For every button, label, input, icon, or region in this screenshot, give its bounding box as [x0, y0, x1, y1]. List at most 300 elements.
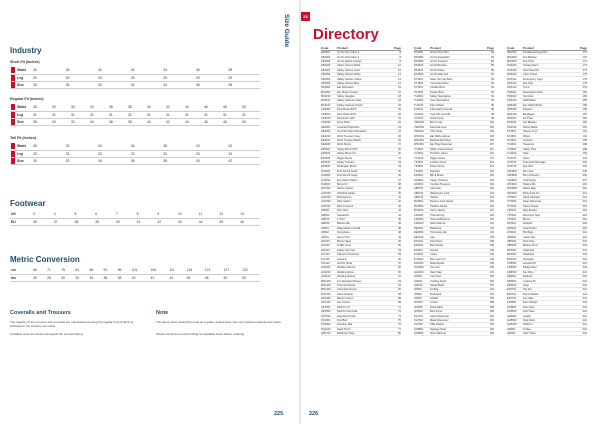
directory-code: LM3801: [414, 327, 424, 331]
directory-code: YZ2502: [414, 165, 424, 169]
directory-page: 224: [582, 270, 587, 274]
directory-code: AB2710: [414, 196, 424, 200]
directory-product: Hi-Vis Parka: [430, 68, 445, 72]
directory-code: UV2110: [414, 117, 424, 121]
directory-page: 64: [398, 283, 401, 287]
industry-group-1-swatch: [11, 75, 15, 81]
directory-page: 220: [582, 222, 587, 226]
industry-group-2-cell: 48: [222, 118, 241, 125]
directory-product: Work Shorts: [337, 143, 352, 147]
directory-page: 73: [398, 314, 401, 318]
directory-page: 42: [398, 200, 401, 204]
directory-product: Rigger Glove: [430, 156, 446, 160]
industry-group-1-cell: 36: [195, 67, 228, 74]
directory-page: 224: [582, 292, 587, 296]
industry-group-3-cell: 33: [32, 150, 65, 157]
industry-group-1-cell: 28: [65, 81, 98, 88]
directory-product: Alarm Panel: [523, 73, 538, 77]
directory-code: AB5301: [507, 235, 517, 239]
directory-product: Insoles: [430, 248, 439, 252]
industry-group-1-cell: 32: [130, 81, 163, 88]
directory-page: 8: [399, 59, 401, 63]
directory-code: EF3110: [414, 248, 423, 252]
directory-product: Dust Mask FFP3: [337, 112, 357, 116]
directory-product: Ear Muffs Helmet: [430, 134, 450, 138]
directory-code: PQ4202: [507, 95, 517, 99]
directory-code: ZA2601: [414, 174, 424, 178]
directory-product: Beanie Hat: [337, 222, 350, 226]
directory-page: 60: [398, 270, 401, 274]
directory-product: Hood Cover: [430, 117, 444, 121]
industry-group-2-row: [10, 104, 260, 111]
directory-page: 150: [489, 279, 494, 283]
directory-page: 20: [398, 108, 401, 112]
directory-page: 219: [582, 218, 587, 222]
industry-group-1-row-label: [10, 67, 32, 74]
directory-page: 72: [398, 310, 401, 314]
industry-group-2-cell: 40: [146, 104, 165, 111]
industry-group-3-cell: 36: [130, 143, 163, 150]
directory-product: Burn Gel: [523, 169, 534, 173]
directory-page: 190: [582, 117, 587, 121]
directory-code: BC2810: [414, 209, 424, 213]
industry-group-1-cell: 26: [32, 81, 65, 88]
directory-code: WX2302: [414, 139, 424, 142]
directory-code: XY5010: [507, 204, 517, 208]
directory-page: 106: [489, 134, 494, 138]
directory-product: Mask Dispenser: [430, 319, 449, 323]
coveralls-text-2: Available sizes are shown alongside the product listing.: [10, 332, 84, 336]
directory-page: 33: [398, 165, 401, 169]
directory-page: 60: [398, 266, 401, 270]
directory-page: 224: [582, 314, 587, 318]
directory-product: Safety Spectacles: [430, 95, 451, 99]
directory-product: Cooling Towel: [430, 279, 447, 283]
directory-code: ZA2610: [414, 182, 424, 186]
directory-page: 210: [582, 187, 587, 191]
directory-page: 16: [398, 86, 401, 90]
metric-label-text: Ins: [11, 275, 16, 280]
directory-product: Hi-Vis Jacket Orange: [337, 59, 362, 63]
directory-code: AB1021: [321, 68, 331, 72]
directory-code: IJ9002: [321, 231, 329, 235]
directory-code: AB1052: [321, 81, 331, 85]
directory-product: Safety Gloves Nitrile: [337, 64, 361, 68]
directory-code: ST4501: [507, 130, 517, 134]
directory-page: 146: [489, 261, 494, 265]
industry-group-3-row: [10, 157, 260, 164]
directory-page: 18: [398, 95, 401, 99]
footwear-table: [10, 211, 260, 226]
directory-code: TU4602: [507, 147, 517, 151]
directory-product: Bandages: [523, 112, 535, 116]
directory-page: 56: [398, 257, 401, 261]
directory-product: Rain Trousers: [337, 204, 354, 208]
directory-product: Step Stool: [523, 319, 535, 323]
directory-code: QR1701: [321, 332, 331, 336]
directory-page: 22: [398, 121, 401, 125]
directory-product: Dust Mask FFP2: [337, 108, 357, 112]
directory-product: Kit Bag: [430, 288, 439, 292]
industry-group-1-cell: 29: [97, 74, 130, 81]
directory-page: 72: [398, 305, 401, 309]
directory-code: CD5502: [507, 266, 517, 270]
directory-product: Triangular Bandage: [523, 160, 546, 164]
directory-product: Tape: [523, 152, 529, 156]
directory-page: 94: [491, 95, 494, 99]
directory-page: 36: [398, 174, 401, 178]
industry-group-3-cell: 33: [97, 150, 130, 157]
directory-page: 224: [582, 275, 587, 279]
directory-code: EF5001: [321, 147, 331, 151]
directory-code: AB2702: [414, 191, 424, 195]
directory-product: Soap Dispenser: [523, 200, 542, 204]
directory-code: TU4610: [507, 152, 517, 156]
directory-code: HI8002: [321, 213, 330, 217]
directory-product: Bodywarmer: [337, 196, 352, 200]
directory-code: ZA2602: [414, 178, 424, 182]
directory-page: 207: [582, 178, 587, 182]
directory-page: 211: [582, 191, 587, 195]
directory-page: 223: [582, 244, 587, 248]
directory-page: 86: [491, 64, 494, 68]
industry-group-1-cell: 29: [130, 74, 163, 81]
directory-page: 32: [398, 160, 401, 164]
directory-product: Cap: [430, 235, 435, 239]
directory-page: 171: [582, 59, 587, 63]
directory-code: EF5702: [507, 292, 517, 296]
industry-group-2-cell: 36: [108, 118, 127, 125]
directory-code: FG6020: [321, 182, 331, 186]
directory-page: 194: [582, 134, 587, 138]
directory-product: Paper Towels: [523, 204, 539, 208]
directory-page: 191: [582, 125, 587, 129]
metric-cell: 32: [74, 274, 88, 281]
directory-code: UV2101: [414, 108, 424, 112]
directory-product: Steel Toe Cap Boot: [430, 77, 453, 81]
directory-product: Chukka Boot: [430, 86, 445, 90]
directory-page: 24: [398, 130, 401, 134]
directory-page: 134: [489, 226, 494, 230]
directory-product: Wipes: [523, 134, 531, 138]
directory-code: UV4702: [507, 160, 517, 164]
directory-page: 150: [489, 275, 494, 279]
directory-product: Balaclava: [430, 226, 442, 230]
directory-code: VW4810: [507, 178, 517, 182]
directory-product: Work Trousers Black: [337, 139, 361, 142]
directory-product: Reflective Tape: [337, 332, 355, 336]
directory-code: KL3702: [414, 319, 423, 323]
directory-page: 202: [582, 160, 587, 164]
directory-product: Safety Helmet White: [337, 73, 361, 77]
directory-product: Safety Pins: [523, 147, 537, 151]
directory-code: GH7021: [321, 204, 331, 208]
directory-page: 182: [582, 90, 587, 94]
industry-group-3-row-label: [10, 157, 32, 164]
metric-cell: 66: [32, 267, 46, 274]
industry-group-2-cell: 32: [70, 118, 89, 125]
footwear-title: Footwear: [10, 199, 46, 208]
metric-cell: 28: [46, 274, 60, 281]
directory-code: AB1050: [321, 73, 331, 77]
directory-page: 85: [491, 59, 494, 63]
industry-group-1-cell: 29: [195, 74, 228, 81]
industry-group-2-cell: 31: [241, 111, 260, 118]
directory-product: Boot Dryer: [430, 310, 443, 314]
industry-group-2-cell: 28: [32, 104, 51, 111]
industry-group-3-cell: 40: [195, 157, 228, 164]
directory-code: MN3902: [507, 55, 517, 59]
directory-page: 163: [489, 323, 494, 327]
directory-product: Smoke Alarm: [523, 64, 539, 68]
industry-group-2-swatch: [11, 119, 15, 125]
directory-row: [507, 332, 587, 336]
directory-page: 18: [398, 99, 401, 103]
directory-page: 26: [398, 134, 401, 138]
industry-group-2-cell: 50: [241, 118, 260, 125]
metric-cell: 34: [88, 274, 102, 281]
directory-page: 218: [582, 213, 587, 217]
directory-code: HI8010: [321, 218, 330, 222]
directory-page: 190: [582, 121, 587, 125]
directory-product: Marker Pens: [523, 244, 538, 248]
directory-product: Boot Socks: [430, 244, 444, 248]
directory-code: OP1510: [321, 314, 331, 318]
directory-product: Safety Trainers: [337, 160, 355, 164]
directory-page: 135: [489, 235, 494, 239]
directory-product: Thinsulate Hat: [430, 231, 447, 235]
industry-group-1-row-label: [10, 74, 32, 81]
directory-product: Safety Goggles: [337, 95, 355, 99]
directory-page: 48: [398, 231, 401, 235]
directory-product: Sun Cream: [337, 301, 351, 305]
directory-code: AB1051: [321, 77, 331, 81]
directory-code: OP4101: [507, 77, 517, 81]
metric-label-text: cm: [11, 268, 16, 273]
directory-code: LM1210: [321, 275, 331, 279]
directory-product: Fire Blanket: [523, 55, 537, 59]
metric-cell: 44: [168, 274, 185, 281]
directory-page: 20: [398, 112, 401, 116]
directory-page: 126: [489, 204, 494, 208]
directory-page: 42: [398, 204, 401, 208]
directory-page: 77: [398, 327, 401, 331]
directory-product: Burn Dressing: [523, 174, 540, 178]
metric-row-label: [10, 267, 32, 274]
directory-code: KL1102: [321, 257, 330, 261]
metric-cell: 132: [241, 267, 260, 274]
directory-product: Lanyard ID: [523, 261, 536, 265]
directory-code: DE5602: [507, 279, 517, 283]
directory-page: 30: [398, 147, 401, 151]
directory-product: Hi-Vis Vest Class 2: [337, 51, 360, 55]
directory-code: ST4510: [507, 139, 517, 142]
directory-page: 41: [398, 196, 401, 200]
directory-product: Clipboard: [523, 248, 535, 252]
industry-group-3-row-label: [10, 143, 32, 150]
directory-page: 138: [489, 244, 494, 248]
directory-page: 170: [582, 51, 587, 55]
industry-group-2-cell: 31: [127, 111, 146, 118]
metric-cell: 101: [131, 267, 150, 274]
industry-group-2-swatch: [11, 112, 15, 118]
directory-product: Overshoes: [337, 231, 350, 235]
directory-product: Fall Arrest Harness: [337, 253, 360, 257]
directory-code: FG5810: [507, 310, 517, 314]
industry-group-3-swatch: [11, 151, 15, 157]
directory-product: Ear Plugs Corded: [337, 90, 358, 94]
directory-code: XY5001: [507, 196, 517, 200]
directory-code: ZA5210: [507, 231, 517, 235]
directory-page: 162: [489, 319, 494, 323]
directory-product: Sun Hat: [430, 266, 440, 270]
industry-group-2-cell: 44: [184, 104, 203, 111]
directory-page: 224: [582, 332, 587, 336]
directory-product: Exit Sign: [523, 81, 534, 85]
directory-page: 159: [489, 310, 494, 314]
directory-page: 16: [398, 90, 401, 94]
directory-product: Sharps Bin: [523, 182, 536, 186]
directory-code: XY2401: [414, 147, 424, 151]
directory-page: 224: [582, 297, 587, 301]
directory-code: HI3401: [414, 275, 423, 279]
directory-page: 84: [491, 51, 494, 55]
directory-product: Chemsafe Coverall: [430, 108, 453, 112]
directory-code: PQ1610: [321, 327, 331, 331]
directory-page: 214: [582, 196, 587, 200]
metric-row-label: [10, 274, 32, 281]
directory-page: 107: [489, 143, 494, 147]
directory-product: Warehouse Coat: [430, 191, 450, 195]
directory-product: Hi-Vis Trousers: [430, 59, 448, 63]
directory-page: 38: [398, 182, 401, 186]
directory-page: 224: [582, 305, 587, 309]
directory-product: Safety Glasses Tinted: [337, 103, 363, 107]
directory-code: GH5910: [507, 323, 517, 327]
directory-product: Hand Sanitiser: [523, 196, 541, 200]
metric-cell: 71: [46, 267, 60, 274]
industry-group-2-row: [10, 118, 260, 125]
header-page: Page: [487, 45, 494, 50]
directory-code: QR4302: [507, 108, 517, 112]
directory-column-2: [414, 45, 494, 336]
header-code: Code: [507, 45, 515, 50]
industry-group-2-cell: 46: [203, 118, 222, 125]
footwear-cell: 42: [156, 218, 177, 225]
directory-product: Safety Boots S3: [337, 152, 356, 156]
directory-page: 158: [489, 301, 494, 305]
directory-code: BC2011: [321, 99, 331, 103]
directory-page: 118: [489, 174, 494, 178]
directory-product: Cold Spray: [523, 178, 536, 182]
directory-product: Kick Plate: [523, 310, 535, 314]
note-text-1: The above sizes should be used as a guide. Actual sizes may vary between brands and styles.: [156, 320, 282, 324]
directory-code: RS1802: [414, 55, 424, 59]
directory-code: ZA5201: [507, 222, 517, 226]
directory-product: Cable Ties: [523, 235, 536, 239]
header-product: Product: [337, 45, 348, 50]
directory-page: 37: [398, 178, 401, 182]
directory-page: 224: [582, 319, 587, 323]
directory-product: Bump Cap: [430, 121, 443, 125]
metric-cell: 121: [204, 267, 223, 274]
industry-group-2-cell: 38: [127, 104, 146, 111]
directory-code: MN1310: [321, 288, 331, 292]
directory-product: Polo Shirt: [337, 209, 349, 213]
metric-cell: 50: [222, 274, 241, 281]
directory-product: Coverall Polycotton: [337, 125, 360, 129]
directory-code: OP4102: [507, 81, 517, 85]
directory-page: 14: [398, 77, 401, 81]
directory-code: DE4010: [321, 134, 331, 138]
industry-group-3-label-text: Size: [17, 158, 24, 163]
directory-code: AB5302: [507, 239, 517, 243]
directory-code: LM3802: [414, 332, 424, 336]
directory-code: RS4410: [507, 125, 517, 129]
directory-product: Hi-Vis Vest Class 3: [337, 55, 360, 59]
directory-product: Anchor Strap: [337, 261, 353, 265]
industry-group-2-cell: 30: [51, 118, 70, 125]
directory-page: 76: [398, 319, 401, 323]
directory-page: 187: [582, 112, 587, 116]
directory-code: GH7010: [321, 196, 331, 200]
directory-code: DE3010: [414, 235, 424, 239]
directory-page: 14: [398, 73, 401, 77]
footwear-cell: 36: [32, 218, 53, 225]
directory-code: PQ4210: [507, 99, 517, 103]
directory-page: 158: [489, 305, 494, 309]
directory-product: Duct Tape: [523, 239, 535, 243]
industry-group-1-cell: 28: [65, 67, 98, 74]
directory-page: 154: [489, 292, 494, 296]
directory-page: 198: [582, 143, 587, 147]
note-text-2: Please check the product listing for available sizes before ordering.: [156, 332, 245, 336]
directory-product: Laces: [430, 253, 437, 257]
directory-page: 61: [398, 275, 401, 279]
directory-code: RS1810: [414, 64, 424, 68]
directory-code: EF5020: [321, 165, 331, 169]
directory-page: 114: [489, 165, 494, 169]
directory-page: 27: [398, 143, 401, 147]
directory-page: 224: [582, 257, 587, 261]
directory-page: 110: [489, 147, 494, 151]
directory-product: First Aid Kit Small: [337, 169, 358, 173]
industry-group-1-label-text: Waist: [17, 68, 26, 73]
directory-code: GH3301: [414, 261, 424, 265]
directory-code: TU4601: [507, 143, 517, 147]
directory-code: AB2701: [414, 187, 424, 191]
directory-page: 98: [491, 112, 494, 116]
industry-group-3-cell: 32: [65, 143, 98, 150]
note-title: Note: [156, 310, 169, 316]
directory-page: 18: [398, 103, 401, 107]
industry-group-3-cell: 40: [195, 143, 228, 150]
directory-page: 224: [582, 288, 587, 292]
directory-code: CD2901: [414, 213, 424, 217]
industry-group-label: Tall Fit (Inches): [10, 136, 37, 140]
industry-group-3-cell: 33: [65, 150, 98, 157]
directory-page: 130: [489, 218, 494, 222]
directory-page: 142: [489, 253, 494, 257]
directory-product: Type 5/6 Coverall: [430, 112, 451, 116]
directory-product: Litter Picker: [523, 226, 537, 230]
directory-code: CD3001: [321, 108, 331, 112]
directory-page: 64: [398, 279, 401, 283]
directory-page: 98: [491, 108, 494, 112]
directory-page: 221: [582, 231, 587, 235]
metric-cell: 106: [149, 267, 168, 274]
directory-page: 92: [491, 90, 494, 94]
